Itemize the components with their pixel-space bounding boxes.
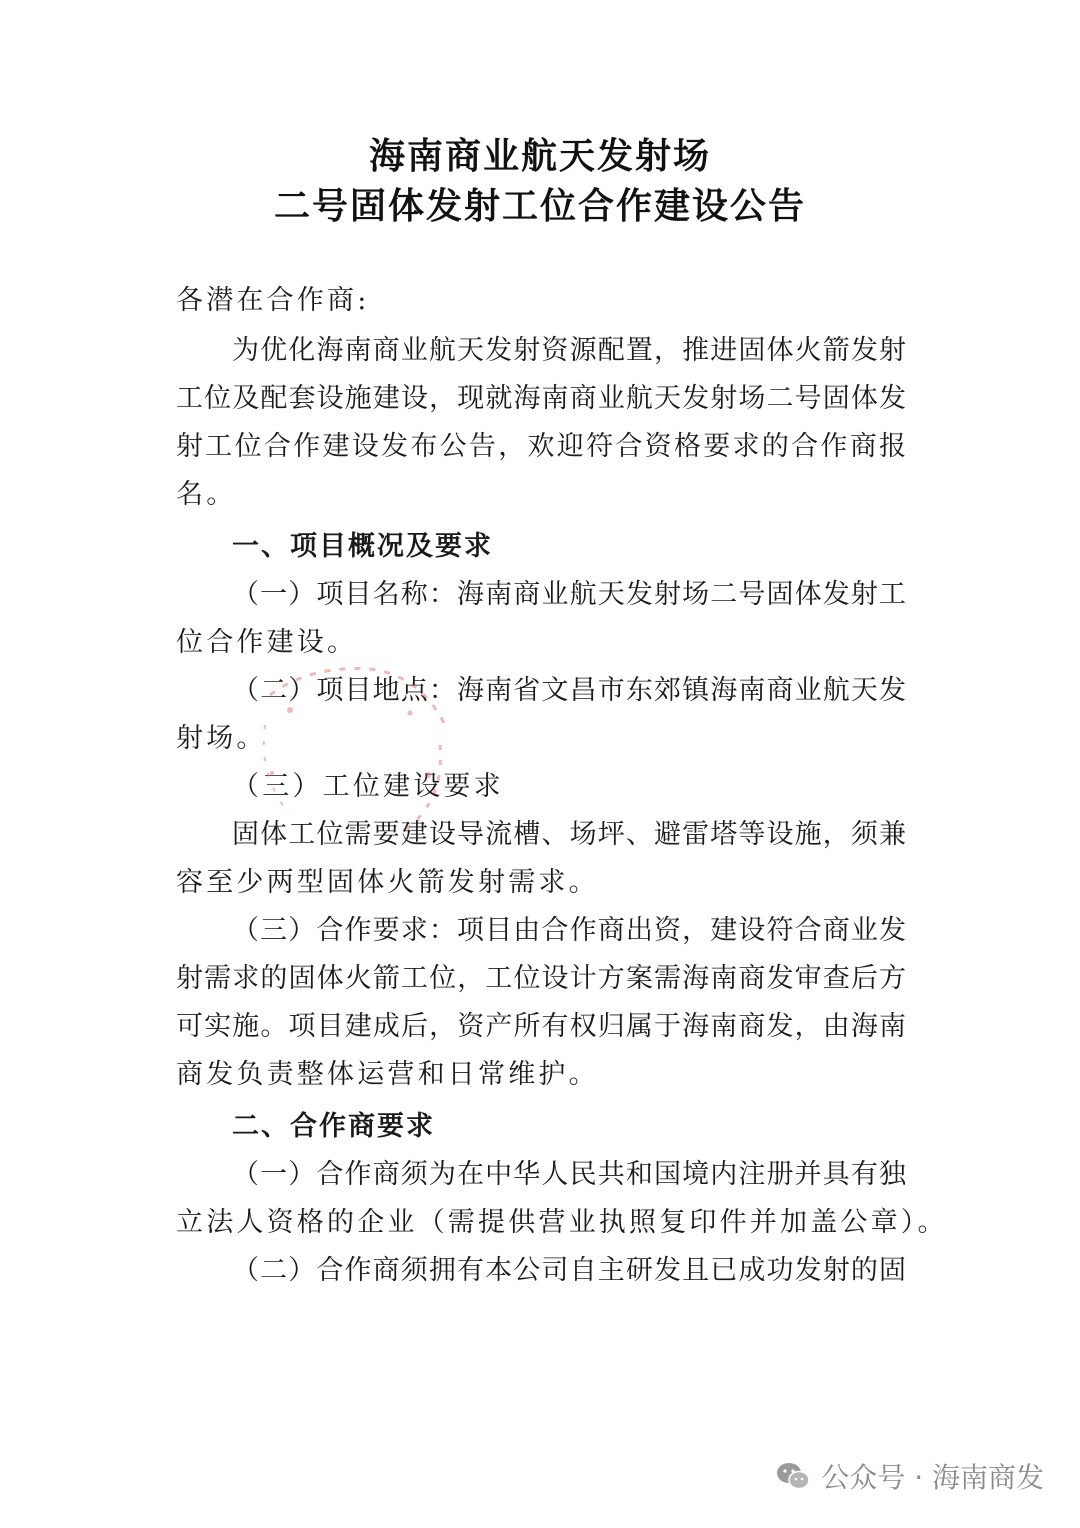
intro-line: 工位及配套设施建设，现就海南商业航天发射场二号固体发 <box>176 383 906 414</box>
section-2-item-1: （一）合作商须为在中华人民共和国境内注册并具有独 <box>232 1159 906 1190</box>
section-1-item-4-cont: 商发负责整体运营和日常维护。 <box>176 1059 599 1090</box>
section-1-item-4: （三）合作要求：项目由合作商出资，建设符合商业发 <box>232 915 906 946</box>
salutation: 各潜在合作商: <box>176 285 370 316</box>
wechat-icon <box>775 1461 811 1491</box>
section-2-item-1-cont: 立法人资格的企业（需提供营业执照复印件并加盖公章）。 <box>176 1207 948 1238</box>
intro-line: 名。 <box>176 479 237 510</box>
intro-line: 为优化海南商业航天发射资源配置，推进固体火箭发射 <box>232 335 906 366</box>
section-1-item-1: （一）项目名称：海南商业航天发射场二号固体发射工 <box>232 579 906 610</box>
section-1-item-4-cont: 可实施。项目建成后，资产所有权归属于海南商发，由海南 <box>176 1011 906 1042</box>
section-1-item-3-body: 固体工位需要建设导流槽、场坪、避雷塔等设施，须兼 <box>232 819 906 850</box>
section-2-heading: 二、合作商要求 <box>232 1111 435 1142</box>
section-1-item-3-body-cont: 容至少两型固体火箭发射需求。 <box>176 867 599 898</box>
intro-line: 射工位合作建设发布公告，欢迎符合资格要求的合作商报 <box>176 431 906 462</box>
section-1-item-1-cont: 位合作建设。 <box>176 627 358 658</box>
section-1-item-3-heading: （三）工位建设要求 <box>232 771 504 802</box>
section-2-item-2: （二）合作商须拥有本公司自主研发且已成功发射的固 <box>232 1255 906 1286</box>
section-1-item-4-cont: 射需求的固体火箭工位，工位设计方案需海南商发审查后方 <box>176 963 906 994</box>
watermark-text: 公众号 · 海南商发 <box>821 1461 1044 1494</box>
section-1-item-2: （二）项目地点：海南省文昌市东郊镇海南商业航天发 <box>232 675 906 706</box>
section-1-heading: 一、项目概况及要求 <box>232 531 493 562</box>
document-title-line-1: 海南商业航天发射场 <box>368 136 711 177</box>
wechat-watermark <box>775 1456 1044 1496</box>
section-1-item-2-cont: 射场。 <box>176 723 267 754</box>
document-title-line-2: 二号固体发射工位合作建设公告 <box>273 186 806 227</box>
seal-stamp <box>250 655 460 845</box>
